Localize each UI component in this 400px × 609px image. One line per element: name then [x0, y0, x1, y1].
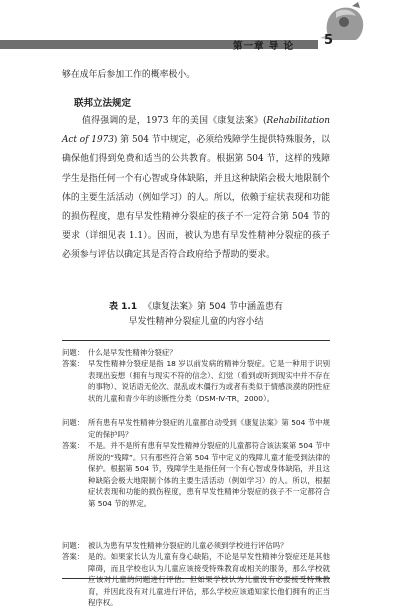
- table-bottom-rule: [62, 578, 330, 579]
- body-paragraph-1: [62, 66, 330, 85]
- question-text: 被认为患有早发性精神分裂症的儿童必须到学校进行评估吗？: [88, 541, 288, 550]
- paragraph-2-text-b: ) 第 504 节中规定，必须给残障学生提供特殊服务，以确保他们得到免费和适当的公共教育。根据第 504 节，这样的残障学生是指任何一个有心智或身体缺陷，并且这种缺陷会极大地限制个体的主要生活活动（例如学习）的人。所以，依赖于症状表现和功能的损伤程度，患有早发性精神分裂症的孩子不一定符合第 504 节的要求（详细见表 1.1）。因而，被认为患有早发性精神分裂症的孩子必须参与评估以确定其是否符合政府给予帮助的要求。: [62, 135, 330, 261]
- question-text: 什么是早发性精神分裂症？: [88, 348, 177, 357]
- answer-tag: 答案：: [62, 359, 85, 368]
- paragraph-2-text-a: 值得强调的是，1973 年的美国《康复法案》(: [82, 116, 267, 126]
- answer-3: [62, 551, 330, 609]
- answer-tag: 答案：: [62, 441, 85, 450]
- chapter-label: 第一章 导 论: [233, 41, 295, 52]
- table-title-line-1: [62, 300, 330, 315]
- chapter-corner-illustration: [312, 2, 372, 42]
- body-paragraph-2: [62, 112, 330, 266]
- paragraph-2-italic-title: Rehabilitation Act of 1973: [62, 116, 330, 146]
- paragraph-1-text: 够在成年后参加工作的概率极小。: [62, 70, 196, 80]
- table-number: 表 1.1: [109, 302, 138, 312]
- answer-text: 不是。并不是所有患有早发性精神分裂症的儿童都符合该法案第 504 节中所说的“残障”。只有那些符合第 504 节中定义的残障儿童才能受到法律的保护。根据第 504 节，残障学生是指任何一个有心智或身体缺陷，并且这种缺陷会极大地限制个体的主要生活活动（例如学习）的人。所以，根据症状表现和功能的损伤程度，患有早发性精神分裂症的孩子不一定都符合第 504 节的界定。: [88, 441, 330, 508]
- table-title-text-1: 《康复法案》第 504 节中涵盖患有: [143, 302, 283, 312]
- answer-text: 早发性精神分裂症是指 18 岁以前发病的精神分裂症。它是一种用于识别表现出妄想（拥有与现实不符的信念）、幻觉（看到或听到现实中并不存在的事物）、说话语无伦次、混乱或木僵行为或者有类似于情感淡漠的阴性症状的儿童和青少年的诊断性分类（DSM-Ⅳ-TR，2000）。: [88, 359, 330, 403]
- question-3: [62, 540, 330, 552]
- question-tag: 问题：: [62, 541, 85, 550]
- page-number: 5: [324, 33, 334, 48]
- section-heading: 联邦立法规定: [74, 98, 132, 109]
- answer-1: [62, 358, 330, 404]
- question-1: [62, 347, 330, 359]
- question-tag: 问题：: [62, 348, 85, 357]
- answer-2: [62, 440, 330, 510]
- answer-text: 是的。如果家长认为儿童有身心缺陷，不论是早发性精神分裂症还是其他障碍，而且学校也认为儿童应该接受特殊教育或相关的服务，那么学校就应该对儿童的问题进行评估。但如果学校认为儿童没有必要接受特殊教育，并因此没有对儿童进行评估，那么学校应该通知家长他们拥有的正当程序权。: [88, 552, 330, 608]
- question-text: 所有患有早发性精神分裂症的儿童都自动受到《康复法案》第 504 节中规定的保护吗？: [88, 418, 330, 439]
- question-2: [62, 417, 330, 440]
- question-tag: 问题：: [62, 418, 85, 427]
- answer-tag: 答案：: [62, 552, 85, 561]
- table-title-line-2: 早发性精神分裂症儿童的内容小结: [128, 317, 264, 327]
- table-top-rule: [62, 340, 330, 341]
